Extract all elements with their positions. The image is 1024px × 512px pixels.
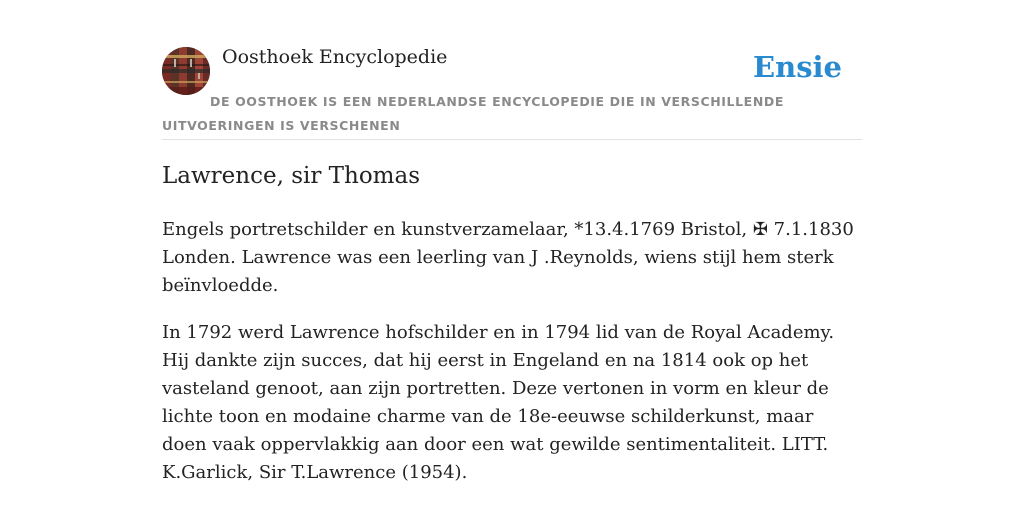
book-spines-avatar-icon[interactable] (162, 47, 210, 95)
site-tagline: DE OOSTHOEK IS EEN NEDERLANDSE ENCYCLOPEDIE DIE IN VERSCHILLENDE UITVOERINGEN IS VERSCHENEN (162, 94, 784, 133)
brand-logo[interactable]: Ensie (753, 50, 842, 84)
site-name[interactable]: Oosthoek Encyclopedie (222, 46, 448, 68)
article-title: Lawrence, sir Thomas (162, 163, 420, 189)
article-paragraph-1: Engels portretschilder en kunstverzamelaar, *13.4.1769 Bristol, ✠ 7.1.1830 Londen. Lawrence was een leerling van J .Reynolds, wiens stijl hem sterk beïnvloedde. (162, 219, 854, 296)
article-paragraph-2: In 1792 werd Lawrence hofschilder en in 1794 lid van de Royal Academy. Hij dankte zijn succes, dat hij eerst in Engeland en na 1814 ook op het vasteland genoot, aan zijn portretten. Deze vertonen in vorm en kleur de lichte toon en modaine charme van de 18e-eeuwse schilderkunst, maar doen vaak oppervlakkig aan door een wat gewilde sentimentaliteit. LITT. K.Garlick, Sir T.Lawrence (1954). (162, 322, 835, 483)
header-divider (162, 139, 862, 140)
